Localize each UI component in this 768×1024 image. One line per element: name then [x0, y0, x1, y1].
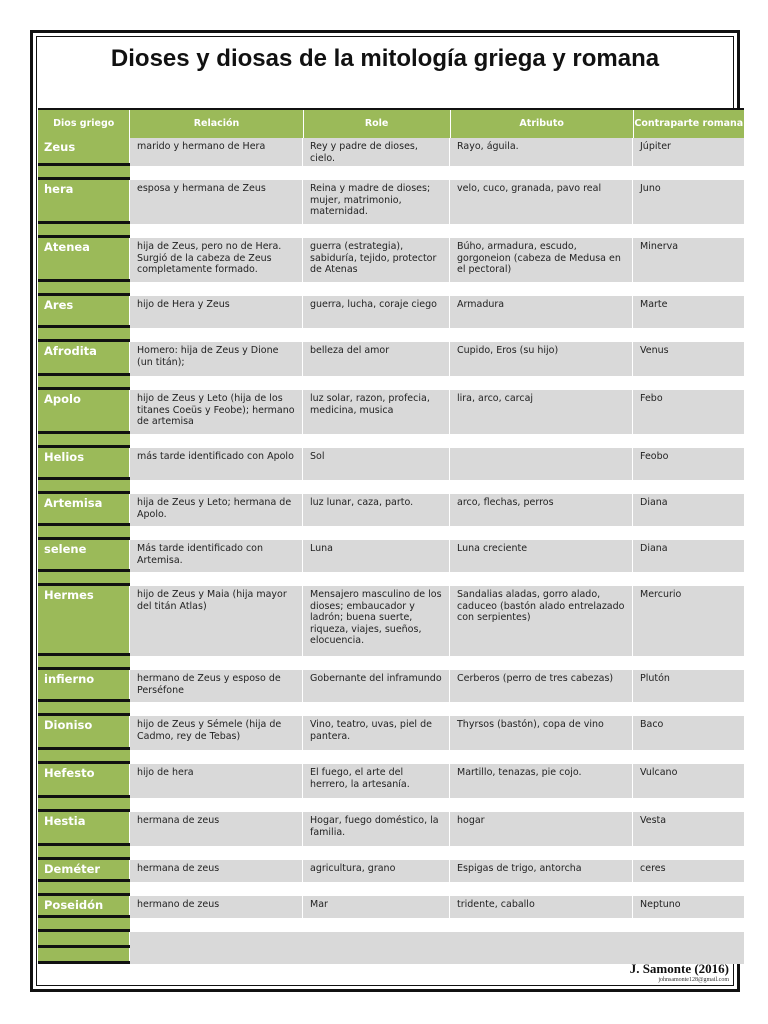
- roman-counterpart-cell: Júpiter: [633, 138, 744, 166]
- spacer-green: [38, 328, 130, 342]
- header-relation: Relación: [130, 110, 303, 138]
- spacer-white: [130, 224, 744, 238]
- row-divider: [38, 431, 130, 434]
- table-row: [38, 390, 744, 434]
- relation-cell: hijo de hera: [130, 764, 303, 798]
- page-title: Dioses y diosas de la mitología griega y romana: [110, 45, 660, 72]
- roman-counterpart-cell: Marte: [633, 296, 744, 328]
- row-divider: [38, 843, 130, 846]
- attribute-cell: lira, arco, carcaj: [450, 390, 633, 434]
- relation-cell: marido y hermano de Hera: [130, 138, 303, 166]
- roman-counterpart-cell: ceres: [633, 860, 744, 882]
- spacer-white: [130, 846, 744, 860]
- row-divider: [38, 795, 130, 798]
- spacer-green: [38, 882, 130, 896]
- relation-cell: hija de Zeus y Leto; hermana de Apolo.: [130, 494, 303, 526]
- spacer-green: [38, 224, 130, 238]
- god-name: Dioniso: [38, 716, 130, 750]
- relation-cell: Más tarde identificado con Artemisa.: [130, 540, 303, 572]
- author-credit: J. Samonte (2016): [629, 961, 729, 976]
- table-row: [38, 670, 744, 702]
- table-row: [38, 138, 744, 166]
- spacer-white: [130, 282, 744, 296]
- spacer-green: [38, 480, 130, 494]
- row-spacer: [38, 702, 744, 716]
- relation-cell: hermano de zeus: [130, 896, 303, 918]
- row-divider: [38, 477, 130, 480]
- role-cell: guerra, lucha, coraje ciego: [303, 296, 450, 328]
- god-name: Poseidón: [38, 896, 130, 918]
- spacer-green: [38, 434, 130, 448]
- row-spacer: [38, 882, 744, 896]
- header-greek-god: Dios griego: [38, 110, 130, 138]
- row-spacer: [38, 526, 744, 540]
- row-spacer: [38, 480, 744, 494]
- spacer-white: [130, 572, 744, 586]
- row-divider: [38, 879, 130, 882]
- spacer-green: [38, 572, 130, 586]
- spacer-green: [38, 918, 130, 932]
- row-divider: [38, 961, 130, 964]
- god-name: Hermes: [38, 586, 130, 656]
- spacer-white: [130, 526, 744, 540]
- roman-counterpart-cell: Plutón: [633, 670, 744, 702]
- spacer-white: [130, 166, 744, 180]
- role-cell: El fuego, el arte del herrero, la artesanía.: [303, 764, 450, 798]
- header-roman-counterpart: Contraparte romana: [634, 118, 744, 129]
- table-row: [38, 540, 744, 572]
- attribute-cell: Búho, armadura, escudo, gorgoneion (cabeza de Medusa en el pectoral): [450, 238, 633, 282]
- god-name: Hefesto: [38, 764, 130, 798]
- spacer-white: [130, 376, 744, 390]
- row-spacer: [38, 282, 744, 296]
- row-spacer: [38, 224, 744, 238]
- row-divider: [38, 221, 130, 224]
- attribute-cell: Rayo, águila.: [450, 138, 633, 166]
- row-divider: [38, 325, 130, 328]
- spacer-white: [130, 328, 744, 342]
- relation-cell: hermana de zeus: [130, 860, 303, 882]
- relation-cell: hijo de Hera y Zeus: [130, 296, 303, 328]
- role-cell: guerra (estrategia), sabiduría, tejido, protector de Atenas: [303, 238, 450, 282]
- relation-cell: más tarde identificado con Apolo: [130, 448, 303, 480]
- header-role: Role: [304, 110, 451, 138]
- row-divider: [38, 699, 130, 702]
- roman-counterpart-cell: Diana: [633, 540, 744, 572]
- spacer-green: [38, 798, 130, 812]
- attribute-cell: Cupido, Eros (su hijo): [450, 342, 633, 376]
- god-name: Artemisa: [38, 494, 130, 526]
- row-divider: [38, 523, 130, 526]
- attribute-cell: Martillo, tenazas, pie cojo.: [450, 764, 633, 798]
- spacer-green: [38, 702, 130, 716]
- row-spacer: [38, 798, 744, 812]
- roman-counterpart-cell: Febo: [633, 390, 744, 434]
- role-cell: agricultura, grano: [303, 860, 450, 882]
- author-email: johnsamonte128@gmail.com: [658, 977, 729, 983]
- empty-row: [38, 932, 744, 948]
- attribute-cell: Sandalias aladas, gorro alado, caduceo (bastón alado entrelazado con serpientes): [450, 586, 633, 656]
- table-row: [38, 238, 744, 282]
- gods-table: [38, 108, 744, 964]
- row-spacer: [38, 166, 744, 180]
- table-row: [38, 342, 744, 376]
- roman-counterpart-cell: Baco: [633, 716, 744, 750]
- roman-counterpart-cell: Diana: [633, 494, 744, 526]
- table-header: [38, 108, 744, 138]
- table-row: [38, 812, 744, 846]
- roman-counterpart-cell: Minerva: [633, 238, 744, 282]
- attribute-cell: [450, 448, 633, 480]
- role-cell: Luna: [303, 540, 450, 572]
- relation-cell: hijo de Zeus y Sémele (hija de Cadmo, rey de Tebas): [130, 716, 303, 750]
- row-divider: [38, 747, 130, 750]
- role-cell: belleza del amor: [303, 342, 450, 376]
- row-divider: [38, 163, 130, 166]
- spacer-white: [130, 480, 744, 494]
- relation-cell: Homero: hija de Zeus y Dione (un titán);: [130, 342, 303, 376]
- god-name: Hestia: [38, 812, 130, 846]
- header-attribute: Atributo: [451, 110, 634, 138]
- spacer-green: [38, 282, 130, 296]
- role-cell: Vino, teatro, uvas, piel de pantera.: [303, 716, 450, 750]
- role-cell: Mar: [303, 896, 450, 918]
- row-spacer: [38, 376, 744, 390]
- table-row: [38, 448, 744, 480]
- roman-counterpart-cell: Vesta: [633, 812, 744, 846]
- relation-cell: hermana de zeus: [130, 812, 303, 846]
- row-spacer: [38, 656, 744, 670]
- page-frame: [30, 30, 744, 992]
- relation-cell: hijo de Zeus y Leto (hija de los titanes Coeüs y Feobe); hermano de artemisa: [130, 390, 303, 434]
- role-cell: Hogar, fuego doméstico, la familia.: [303, 812, 450, 846]
- god-name: selene: [38, 540, 130, 572]
- footer: [630, 961, 729, 983]
- role-cell: luz lunar, caza, parto.: [303, 494, 450, 526]
- role-cell: luz solar, razon, profecia, medicina, musica: [303, 390, 450, 434]
- row-divider: [38, 373, 130, 376]
- role-cell: Rey y padre de dioses, cielo.: [303, 138, 450, 166]
- role-cell: Gobernante del inframundo: [303, 670, 450, 702]
- relation-cell: hermano de Zeus y esposo de Perséfone: [130, 670, 303, 702]
- spacer-white: [130, 656, 744, 670]
- spacer-green: [38, 166, 130, 180]
- table-row: [38, 764, 744, 798]
- table-body: [38, 138, 744, 964]
- god-name: Zeus: [38, 138, 130, 166]
- row-divider: [38, 279, 130, 282]
- role-cell: Reina y madre de dioses; mujer, matrimonio, maternidad.: [303, 180, 450, 224]
- god-name: Deméter: [38, 860, 130, 882]
- table-row: [38, 296, 744, 328]
- roman-counterpart-cell: Feobo: [633, 448, 744, 480]
- roman-counterpart-cell: Neptuno: [633, 896, 744, 918]
- attribute-cell: Espigas de trigo, antorcha: [450, 860, 633, 882]
- god-name: Apolo: [38, 390, 130, 434]
- spacer-white: [130, 434, 744, 448]
- spacer-green: [38, 846, 130, 860]
- roman-counterpart-cell: Juno: [633, 180, 744, 224]
- role-cell: Mensajero masculino de los dioses; embaucador y ladrón; buena suerte, riqueza, viajes, sueños, elocuencia.: [303, 586, 450, 656]
- spacer-green: [38, 376, 130, 390]
- row-spacer: [38, 572, 744, 586]
- spacer-white: [130, 882, 744, 896]
- row-divider: [38, 653, 130, 656]
- row-spacer: [38, 846, 744, 860]
- row-divider: [38, 569, 130, 572]
- spacer-white: [130, 798, 744, 812]
- relation-cell: hijo de Zeus y Maia (hija mayor del titán Atlas): [130, 586, 303, 656]
- spacer-white: [130, 918, 744, 932]
- attribute-cell: arco, flechas, perros: [450, 494, 633, 526]
- table-row: [38, 586, 744, 656]
- table-row: [38, 494, 744, 526]
- roman-counterpart-cell: Mercurio: [633, 586, 744, 656]
- attribute-cell: tridente, caballo: [450, 896, 633, 918]
- row-spacer: [38, 328, 744, 342]
- attribute-cell: Armadura: [450, 296, 633, 328]
- spacer-green: [38, 656, 130, 670]
- roman-counterpart-cell: Venus: [633, 342, 744, 376]
- empty-cell: [130, 932, 744, 948]
- attribute-cell: Cerberos (perro de tres cabezas): [450, 670, 633, 702]
- god-name: Afrodita: [38, 342, 130, 376]
- god-name: Ares: [38, 296, 130, 328]
- relation-cell: esposa y hermana de Zeus: [130, 180, 303, 224]
- spacer-green: [38, 526, 130, 540]
- row-spacer: [38, 918, 744, 932]
- attribute-cell: Luna creciente: [450, 540, 633, 572]
- table-row: [38, 860, 744, 882]
- relation-cell: hija de Zeus, pero no de Hera. Surgió de la cabeza de Zeus completamente formado.: [130, 238, 303, 282]
- table-row: [38, 180, 744, 224]
- row-spacer: [38, 434, 744, 448]
- table-row: [38, 716, 744, 750]
- spacer-green: [38, 750, 130, 764]
- spacer-white: [130, 702, 744, 716]
- attribute-cell: velo, cuco, granada, pavo real: [450, 180, 633, 224]
- row-divider: [38, 915, 130, 918]
- god-name: Helios: [38, 448, 130, 480]
- roman-counterpart-cell: Vulcano: [633, 764, 744, 798]
- god-name: infierno: [38, 670, 130, 702]
- spacer-white: [130, 750, 744, 764]
- role-cell: Sol: [303, 448, 450, 480]
- row-spacer: [38, 750, 744, 764]
- table-row: [38, 896, 744, 918]
- attribute-cell: hogar: [450, 812, 633, 846]
- attribute-cell: Thyrsos (bastón), copa de vino: [450, 716, 633, 750]
- god-name: hera: [38, 180, 130, 224]
- god-name: Atenea: [38, 238, 130, 282]
